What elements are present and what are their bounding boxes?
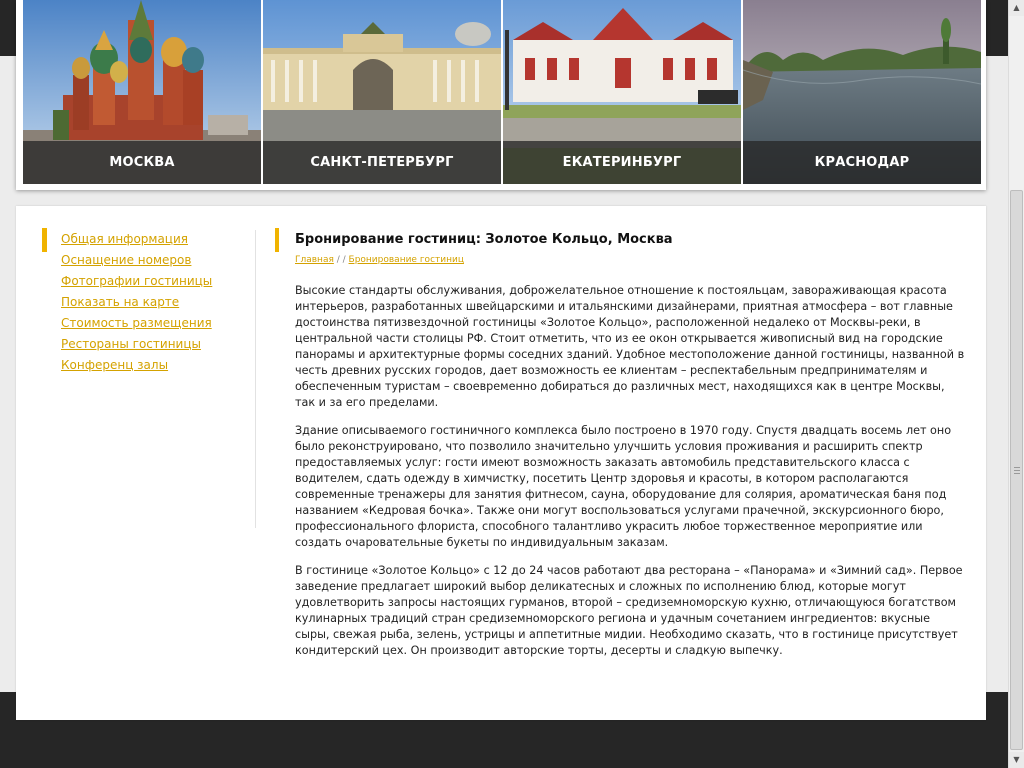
city-label-krasnodar[interactable]: КРАСНОДАР (743, 141, 981, 184)
article-paragraph-1: Высокие стандарты обслуживания, доброжелательное отношение к постояльцам, завораживающая красота интерьеров, разработанных швейцарскими и итальянскими дизайнерами, приятная атмосфера – вот главные достоинства пятизвездочной гостиницы «Золотое Кольцо», расположенной недалеко от Москвы-реки, в центральной части столицы РФ. Стоит отметить, что из ее окон открывается живописный вид на городские панорамы и архитектурные формы соседних зданий. Удобное местоположение данной гостиницы, названной в честь древних русских городов, дает возможность ее клиентам – респектабельным предпринимателям и обеспеченным туристам – своевременно добираться до различных мест, находящихся как в центре Москвы, так и за его пределами. (295, 284, 965, 409)
city-tile-yekaterinburg[interactable] (503, 0, 741, 184)
sidebar-nav (61, 229, 251, 376)
sidebar-item-hotel-restaurants[interactable]: Рестораны гостиницы (61, 337, 201, 351)
scroll-down-arrow-icon[interactable]: ▼ (1009, 752, 1024, 768)
scrollbar-grip-line (1014, 470, 1020, 471)
city-label-saint-petersburg[interactable]: САНКТ-ПЕТЕРБУРГ (263, 141, 501, 184)
sidebar-item-conference-halls[interactable]: Конференц залы (61, 358, 169, 372)
city-tile-krasnodar[interactable] (743, 0, 981, 184)
article-paragraph-2: Здание описываемого гостиничного комплекса было построено в 1970 году. Спустя двадцать восемь лет оно было реконструировано, что позволило значительно улучшить условия проживания и расширить спектр предоставляемых услуг: гости имеют возможность заказать автомобиль представительского класса с водителем, сдать одежду в химчистку, посетить Центр здоровья и красоты, в котором располагаются современные тренажеры для занятия фитнесом, сауна, оборудование для солярия, ароматическая баня под названием «Кедровая бочка». Также они могут воспользоваться услугами прачечной, экскурсионного бюро, профессионального флориста, способного талантливо украсить любое торжественное мероприятие или создать очаровательные букеты по индивидуальным заказам. (295, 424, 952, 549)
main-content (295, 230, 967, 659)
page-title: Бронирование гостиниц: Золотое Кольцо, Москва (295, 232, 673, 247)
city-banner (16, 0, 986, 190)
scrollbar-thumb[interactable] (1010, 190, 1023, 750)
page-scrollbar[interactable] (1008, 0, 1024, 768)
sidebar-accent-bar (42, 228, 47, 252)
sidebar-item-general-info[interactable]: Общая информация (61, 232, 188, 246)
sidebar-item-hotel-photos[interactable]: Фотографии гостиницы (61, 274, 213, 288)
content-card (16, 206, 986, 720)
main-accent-bar (275, 228, 279, 252)
sidebar-item-show-on-map[interactable]: Показать на карте (61, 295, 180, 309)
breadcrumb (295, 253, 967, 267)
city-tile-moscow[interactable] (23, 0, 261, 184)
city-label-moscow[interactable]: МОСКВА (23, 141, 261, 184)
scrollbar-grip-line (1014, 467, 1020, 468)
sidebar-item-accommodation-cost[interactable]: Стоимость размещения (61, 316, 212, 330)
scroll-up-arrow-icon[interactable]: ▲ (1009, 0, 1024, 16)
sidebar-item-room-equipment[interactable]: Оснащение номеров (61, 253, 192, 267)
scrollbar-grip-line (1014, 473, 1020, 474)
breadcrumb-home-link[interactable]: Главная (295, 255, 334, 265)
breadcrumb-separator: / / (333, 255, 349, 265)
city-label-yekaterinburg[interactable]: ЕКАТЕРИНБУРГ (503, 141, 741, 184)
sidebar-divider (255, 230, 256, 528)
breadcrumb-current-link[interactable]: Бронирование гостиниц (348, 255, 464, 265)
city-tile-saint-petersburg[interactable] (263, 0, 501, 184)
article-paragraph-3: В гостинице «Золотое Кольцо» с 12 до 24 часов работают два ресторана – «Панорама» и «Зимний сад». Первое заведение предлагает широкий выбор деликатесных и сложных по исполнению блюд, которые могут удовлетворить запросы настоящих гурманов, второй – средиземноморскую кухню, отличающуюся богатством кулинарных традиций стран средиземноморского региона и удачным сочетанием ингредиентов: вкусные сыры, свежая рыба, зелень, устрицы и аппетитные мидии. Необходимо сказать, что в гостинице присутствует кондитерский цех. Он производит авторские торты, десерты и сладкую выпечку. (295, 564, 963, 657)
